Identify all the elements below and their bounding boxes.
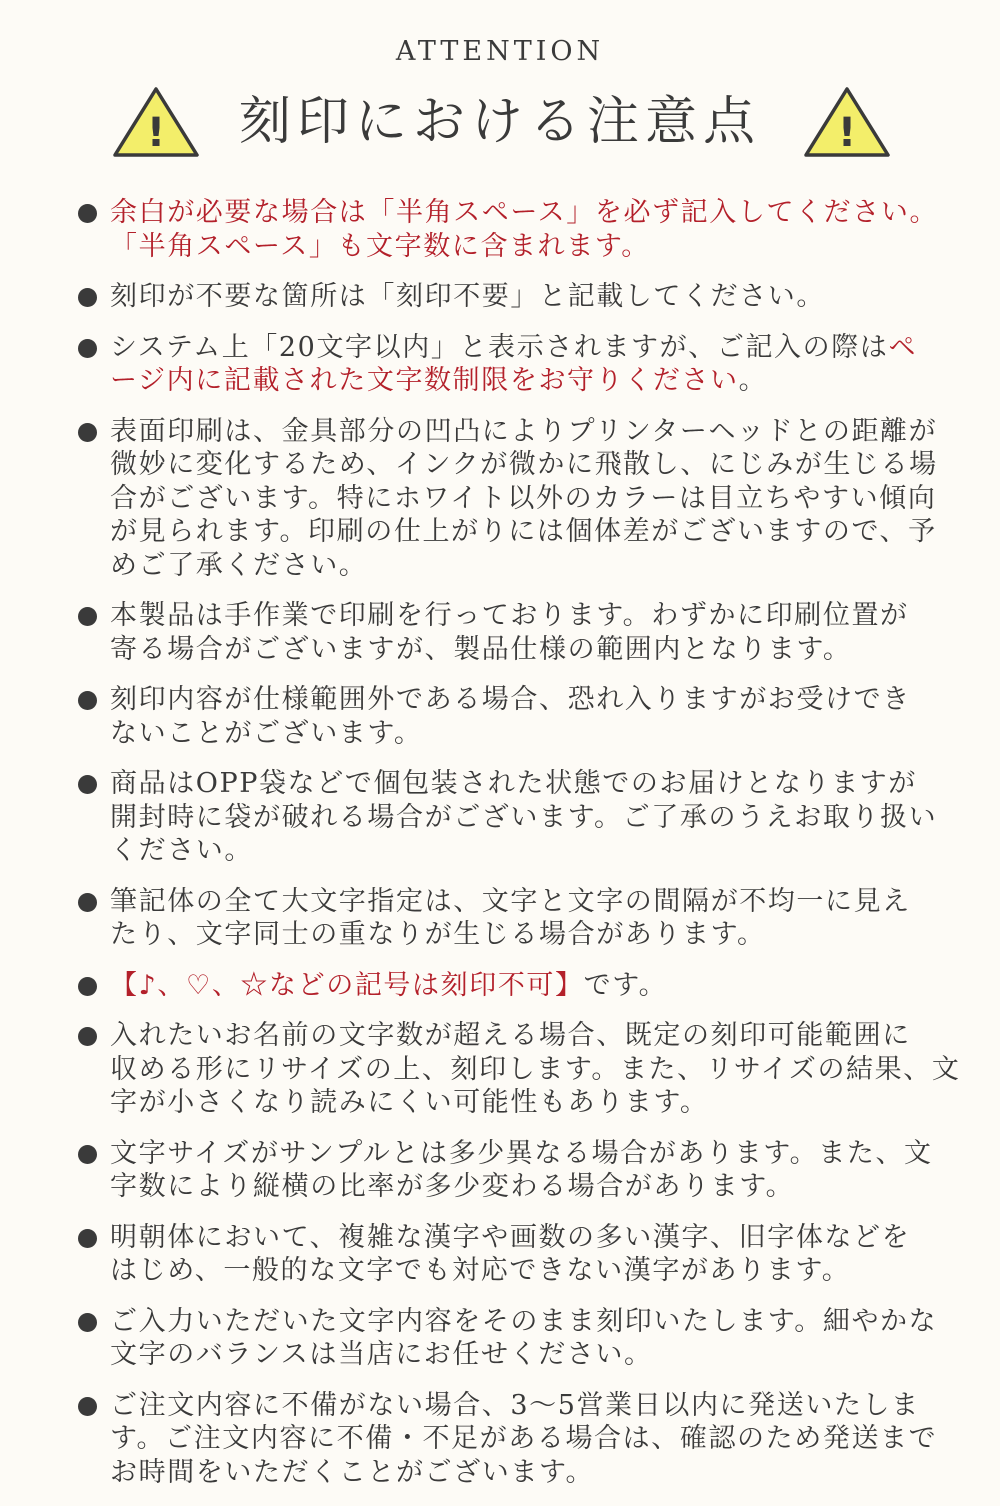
notice-text: 開封時に袋が破れる場合がございます。ご了承のうえお取り扱い bbox=[110, 801, 938, 833]
notice-text: 商品はOPP袋などで個包装された状態でのお届けとなりますが bbox=[110, 768, 917, 799]
notice-text: 字数により縦横の比率が多少変わる場合があります。 bbox=[110, 1171, 795, 1202]
notice-text: ご注文内容に不備がない場合、3〜5営業日以内に発送いたしま bbox=[110, 1389, 920, 1421]
notice-line bbox=[110, 717, 952, 751]
notice-line bbox=[110, 683, 952, 717]
notice-text: 微妙に変化するため、インクが微かに飛散し、にじみが生じる場 bbox=[110, 449, 938, 480]
bullet-icon bbox=[78, 339, 97, 358]
notice-list bbox=[72, 196, 961, 1506]
notice-text: です。 bbox=[583, 969, 668, 1001]
notice-line bbox=[110, 1305, 952, 1339]
svg-text:!: ! bbox=[146, 110, 166, 156]
notice-line bbox=[110, 801, 952, 835]
notice-text: 寄る場合がございますが、製品仕様の範囲内となります。 bbox=[110, 633, 852, 665]
notice-line bbox=[110, 415, 952, 449]
notice-line bbox=[110, 885, 952, 919]
notice-line bbox=[110, 1338, 952, 1372]
notice-item bbox=[72, 1019, 961, 1120]
notice-text: 文字のバランスは当店にお任せください。 bbox=[110, 1339, 653, 1370]
notice-line bbox=[110, 969, 952, 1003]
notice-line bbox=[110, 482, 952, 516]
bullet-icon bbox=[78, 1397, 97, 1416]
notice-line bbox=[110, 1254, 952, 1288]
notice-item bbox=[72, 1389, 952, 1490]
notice-text: 字が小さくなり読みにくい可能性もあります。 bbox=[110, 1087, 709, 1118]
notice-text: 本製品は手作業で印刷を行っております。わずかに印刷位置が bbox=[110, 600, 909, 631]
notice-line bbox=[110, 1389, 952, 1423]
page-title: 刻印における注意点 bbox=[238, 92, 761, 152]
notice-item bbox=[72, 280, 952, 314]
notice-text: 。 bbox=[738, 365, 768, 396]
notice-line bbox=[110, 364, 952, 398]
notice-line bbox=[110, 1086, 952, 1120]
bullet-icon bbox=[78, 775, 97, 794]
notice-emphasis: 余白が必要な場合は「半角スペース」を必ず記入してください。 bbox=[110, 197, 939, 228]
notice-item bbox=[72, 885, 952, 952]
bullet-icon bbox=[78, 288, 97, 307]
notice-line bbox=[110, 230, 952, 264]
notice-text: ご入力いただいた文字内容をそのまま刻印いたします。細やかな bbox=[110, 1305, 938, 1337]
bullet-icon bbox=[78, 423, 97, 442]
notice-line bbox=[110, 280, 952, 314]
notice-emphasis: 「半角スペース」も文字数に含まれます。 bbox=[110, 230, 650, 262]
notice-line bbox=[110, 331, 952, 365]
notice-item bbox=[72, 599, 952, 666]
notice-line bbox=[110, 1019, 952, 1053]
notice-line bbox=[110, 834, 952, 868]
notice-emphasis: 【♪、♡、☆などの記号は刻印不可】 bbox=[110, 969, 584, 1001]
notice-item bbox=[72, 1221, 952, 1288]
bullet-icon bbox=[78, 1145, 97, 1164]
notice-line bbox=[110, 1170, 952, 1204]
notice-text: はじめ、一般的な文字でも対応できない漢字があります。 bbox=[110, 1255, 851, 1286]
notice-text: 合がございます。特にホワイト以外のカラーは目立ちやすい傾向 bbox=[110, 482, 937, 514]
notice-line bbox=[110, 1137, 952, 1171]
notice-line bbox=[110, 599, 952, 633]
notice-text: が見られます。印刷の仕上がりには個体差がございますので、予 bbox=[110, 516, 937, 547]
notice-item bbox=[72, 196, 952, 263]
bullet-icon bbox=[78, 1313, 97, 1332]
notice-item bbox=[72, 683, 952, 750]
bullet-icon bbox=[78, 691, 97, 710]
bullet-icon bbox=[78, 977, 97, 996]
notice-item bbox=[72, 331, 952, 398]
notice-text: 入れたいお名前の文字数が超える場合、既定の刻印可能範囲に bbox=[110, 1020, 911, 1051]
notice-text: 明朝体において、複雑な漢字や画数の多い漢字、旧字体などを bbox=[110, 1221, 911, 1253]
warning-icon bbox=[803, 86, 891, 158]
notice-text: お時間をいただくことがございます。 bbox=[110, 1456, 595, 1488]
notice-line bbox=[110, 448, 952, 482]
bullet-icon bbox=[78, 1027, 97, 1046]
attention-kicker: ATTENTION bbox=[395, 36, 605, 67]
notice-text: たり、文字同士の重なりが生じる場合があります。 bbox=[110, 919, 766, 950]
notice-text: 収める形にリサイズの上、刻印します。また、リサイズの結果、文 bbox=[110, 1053, 961, 1085]
notice-item bbox=[72, 415, 952, 583]
notice-text: ください。 bbox=[110, 835, 253, 866]
notice-emphasis: ージ内に記載された文字数制限をお守りください bbox=[110, 365, 739, 396]
notice-item bbox=[72, 1137, 952, 1204]
notice-line bbox=[110, 196, 952, 230]
bullet-icon bbox=[78, 893, 97, 912]
notice-text: システム上「20文字以内」と表示されますが、ご記入の際は bbox=[110, 331, 889, 363]
notice-line bbox=[110, 515, 952, 549]
notice-line bbox=[110, 549, 952, 583]
svg-text:!: ! bbox=[837, 110, 857, 156]
notice-text: ないことがございます。 bbox=[110, 717, 423, 749]
bullet-icon bbox=[78, 607, 97, 626]
notice-emphasis: ペ bbox=[888, 331, 918, 363]
bullet-icon bbox=[78, 204, 97, 223]
notice-text: 表面印刷は、金具部分の凹凸によりプリンターヘッドとの距離が bbox=[110, 415, 938, 447]
notice-line bbox=[110, 1221, 952, 1255]
notice-text: す。ご注文内容に不備・不足がある場合は、確認のため発送まで bbox=[110, 1423, 938, 1454]
notice-item bbox=[72, 969, 952, 1003]
notice-text: 文字サイズがサンプルとは多少異なる場合があります。また、文 bbox=[110, 1137, 933, 1169]
notice-line bbox=[110, 1053, 961, 1087]
notice-line bbox=[110, 1456, 952, 1490]
notice-line bbox=[110, 767, 952, 801]
notice-item bbox=[72, 767, 952, 868]
notice-text: 刻印内容が仕様範囲外である場合、恐れ入りますがお受けでき bbox=[110, 684, 911, 715]
title-row bbox=[0, 82, 1000, 164]
notice-text: めご了承ください。 bbox=[110, 549, 368, 581]
notice-text: 刻印が不要な箇所は「刻印不要」と記載してください。 bbox=[110, 281, 825, 312]
notice-line bbox=[110, 633, 952, 667]
notice-line bbox=[110, 918, 952, 952]
notice-line bbox=[110, 1422, 952, 1456]
bullet-icon bbox=[78, 1229, 97, 1248]
notice-item bbox=[72, 1305, 952, 1372]
notice-text: 筆記体の全て大文字指定は、文字と文字の間隔が不均一に見え bbox=[110, 885, 911, 917]
